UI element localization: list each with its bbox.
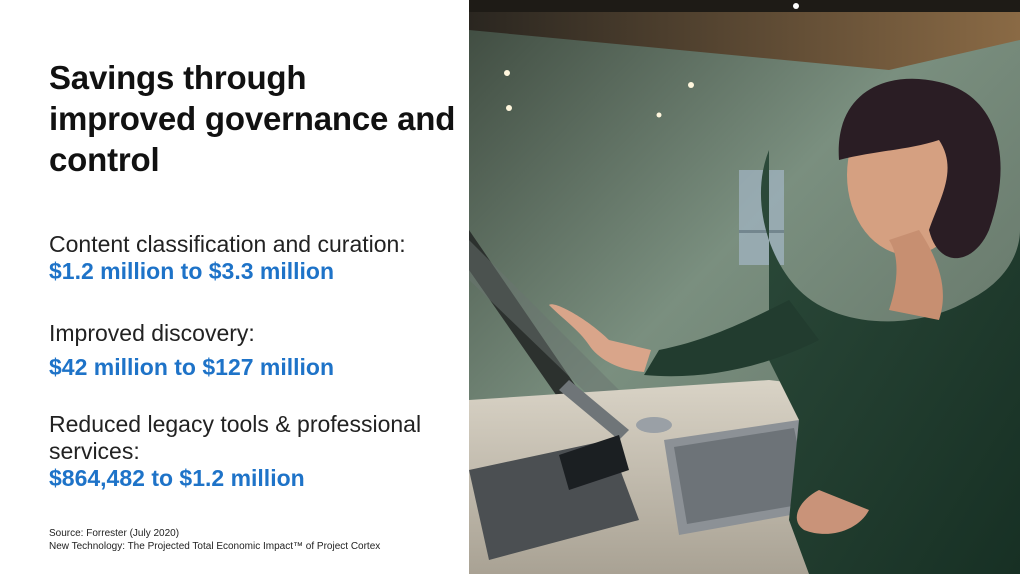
slide-title: Savings through improved governance and control	[49, 59, 456, 178]
photo-illustration	[469, 0, 1020, 574]
savings-label: Improved discovery:	[49, 320, 255, 346]
savings-value: $1.2 million to $3.3 million	[49, 258, 335, 284]
savings-item-content-classification	[49, 231, 459, 285]
savings-label: Content classification and curation:	[49, 231, 406, 257]
source-line: Source: Forrester (July 2020)	[49, 528, 180, 539]
photo-woman-using-touchscreen	[469, 0, 1020, 574]
source-line: New Technology: The Projected Total Economic Impact™ of Project Cortex	[49, 541, 381, 552]
savings-item-legacy-tools	[49, 411, 459, 492]
savings-item-improved-discovery	[49, 320, 459, 381]
savings-value: $42 million to $127 million	[49, 354, 335, 380]
savings-value: $864,482 to $1.2 million	[49, 465, 305, 491]
savings-label: Reduced legacy tools & professional services:	[49, 411, 422, 464]
source-note	[49, 527, 459, 553]
text-panel	[0, 0, 469, 574]
